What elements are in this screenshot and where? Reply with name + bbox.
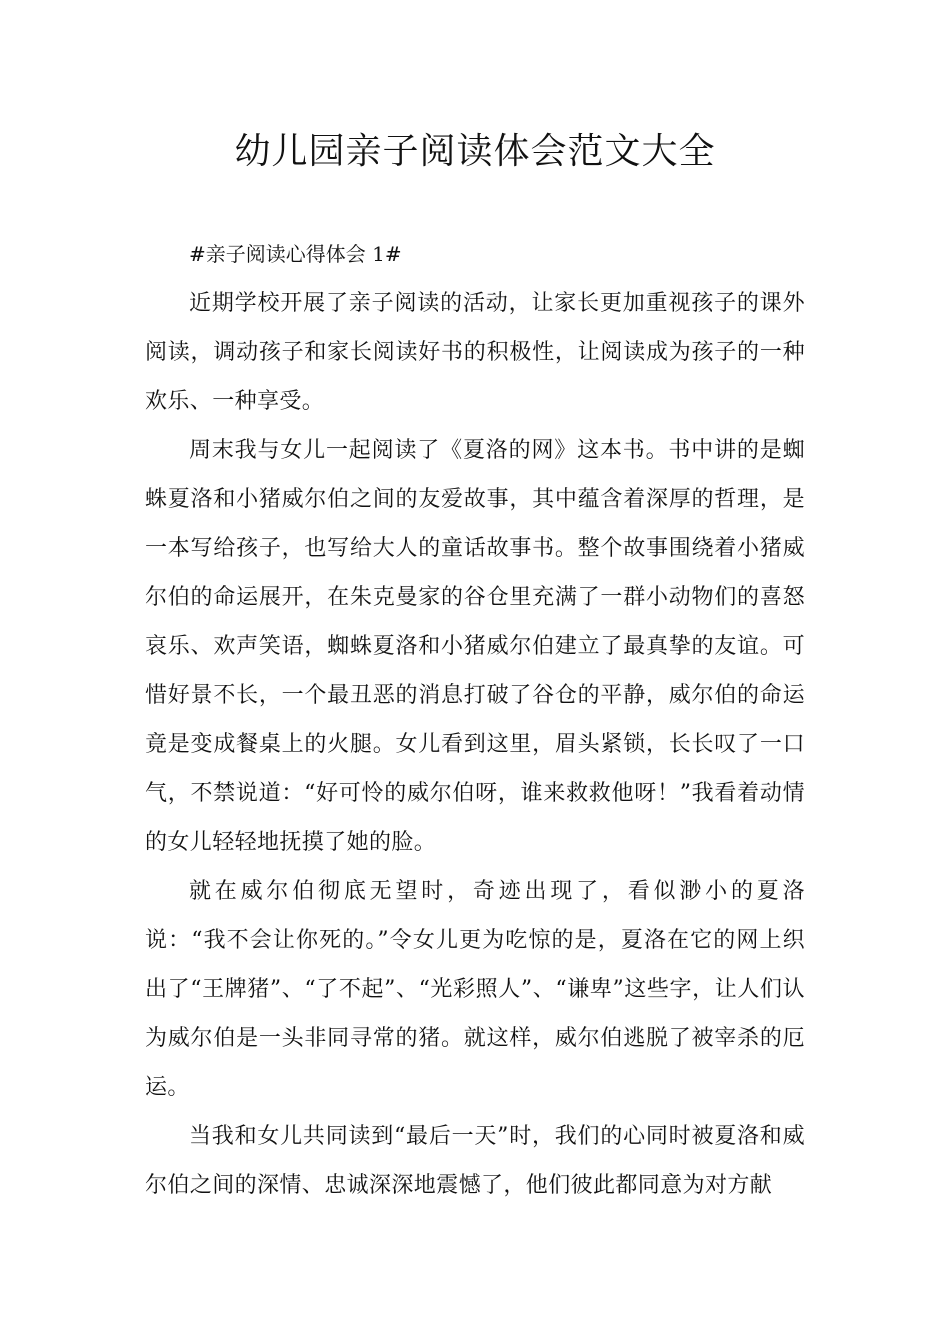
document-title: 幼儿园亲子阅读体会范文大全 bbox=[234, 131, 716, 172]
paragraph-4: 当我和女儿共同读到“最后一天”时，我们的心同时被夏洛和威尔伯之间的深情、忠诚深深地震憾了，他们彼此都同意为对方献 bbox=[145, 1124, 805, 1198]
document-body bbox=[145, 230, 805, 1210]
paragraph-2: 周末我与女儿一起阅读了《夏洛的网》这本书。书中讲的是蜘蛛夏洛和小猪威尔伯之间的友爱故事，其中蕴含着深厚的哲理，是一本写给孩子，也写给大人的童话故事书。整个故事围绕着小猪威尔伯的命运展开，在朱克曼家的谷仓里充满了一群小动物们的喜怒哀乐、欢声笑语，蜘蛛夏洛和小猪威尔伯建立了最真挚的友谊。可惜好景不长，一个最丑恶的消息打破了谷仓的平静，威尔伯的命运竟是变成餐桌上的火腿。女儿看到这里，眉头紧锁，长长叹了一口气，不禁说道：“好可怜的威尔伯呀，谁来救救他呀！”我看着动情的女儿轻轻地抚摸了她的脸。 bbox=[145, 438, 805, 855]
paragraph-3: 就在威尔伯彻底无望时，奇迹出现了，看似渺小的夏洛说：“我不会让你死的。”令女儿更为吃惊的是，夏洛在它的网上织出了“王牌猪”、“了不起”、“光彩照人”、“谦卑”这些字，让人们认为威尔伯是一头非同寻常的猪。就这样，威尔伯逃脱了被宰杀的厄运。 bbox=[145, 879, 805, 1100]
paragraph-1: 近期学校开展了亲子阅读的活动，让家长更加重视孩子的课外阅读，调动孩子和家长阅读好书的积极性，让阅读成为孩子的一种欢乐、一种享受。 bbox=[145, 291, 805, 414]
section-heading: #亲子阅读心得体会 1# bbox=[189, 242, 402, 266]
